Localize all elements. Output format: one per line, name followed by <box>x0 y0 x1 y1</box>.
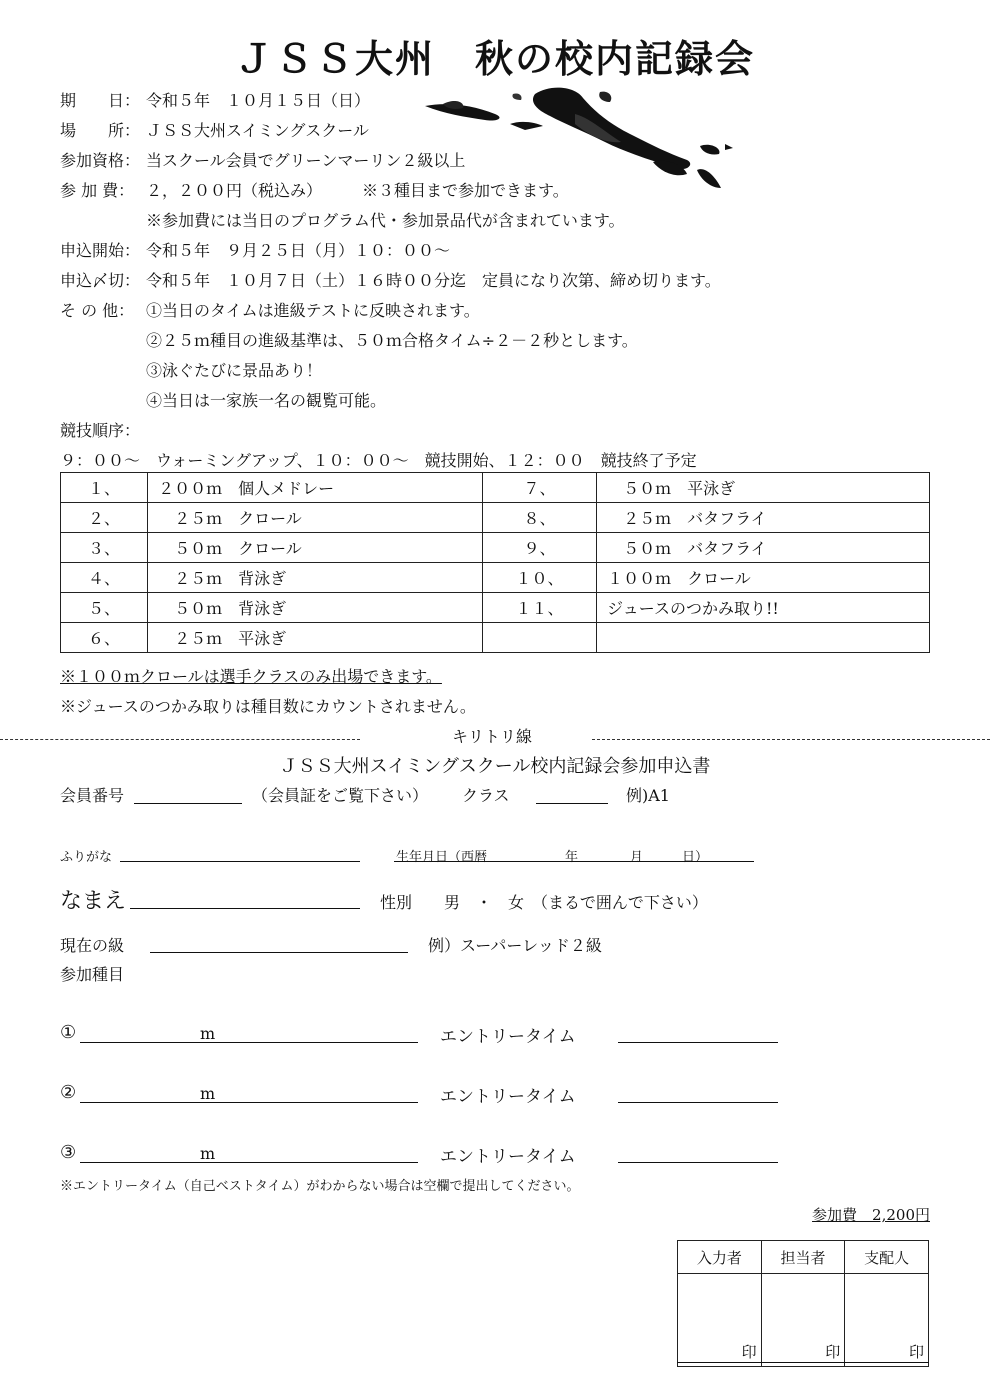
class-field[interactable] <box>536 803 608 804</box>
entry-number: ③ <box>60 1142 77 1163</box>
info-row <box>60 268 721 291</box>
cut-line <box>0 727 990 750</box>
event-cell: ５０ｍ バタフライ <box>597 533 930 563</box>
info-row <box>60 118 369 141</box>
info-value: ２，２００円（税込み） ※３種目まで参加できます。 <box>146 181 569 200</box>
table-row <box>61 563 930 593</box>
events-label: 参加種目 <box>60 965 125 984</box>
member-number-field[interactable] <box>134 803 242 804</box>
info-value: 当スクール会員でグリーンマーリン２級以上 <box>146 151 466 170</box>
event-cell: １１、 <box>482 593 596 623</box>
info-row <box>60 328 638 351</box>
event-cell: ８、 <box>482 503 596 533</box>
event-cell: ５０ｍ 背泳ぎ <box>148 593 483 623</box>
event-cell: ７、 <box>482 473 596 503</box>
event-cell: ２５ｍ クロール <box>148 503 483 533</box>
info-label: 場 所： <box>60 121 141 140</box>
stamp-cell-input[interactable]: 印 <box>678 1274 762 1367</box>
info-label: 参加資格： <box>60 151 141 170</box>
event-cell <box>482 623 596 653</box>
info-value: ④当日は一家族一名の観覧可能。 <box>146 391 387 410</box>
class-example: 例)A1 <box>626 786 670 805</box>
note-juice: ※ジュースのつかみ取りは種目数にカウントされません。 <box>60 697 476 716</box>
info-row <box>60 238 450 261</box>
table-row <box>61 533 930 563</box>
event-cell: ５０ｍ クロール <box>148 533 483 563</box>
event-cell: １、 <box>61 473 148 503</box>
info-label: 参 加 費： <box>60 181 135 200</box>
info-value: ②２５ｍ種目の進級基準は、５０ｍ合格タイム÷２－２秒とします。 <box>146 331 638 350</box>
stamp-header-manager: 支配人 <box>845 1241 929 1274</box>
schedule-text: ９：００～ ウォーミングアップ、１０：００～ 競技開始、１２：００ 競技終了予定 <box>60 451 697 470</box>
info-row <box>60 358 322 381</box>
birthday-field[interactable] <box>394 861 754 862</box>
stamp-cell-staff[interactable]: 印 <box>761 1274 845 1367</box>
info-row <box>60 418 146 441</box>
stamp-cell-manager[interactable]: 印 <box>845 1274 929 1367</box>
entry-event-field[interactable] <box>80 1102 418 1103</box>
info-row <box>60 88 370 111</box>
fee-amount: 参加費 2,200円 <box>812 1206 930 1224</box>
entry-event-field[interactable] <box>80 1042 418 1043</box>
info-label: 申込開始： <box>60 241 141 260</box>
stamp-header-input: 入力者 <box>678 1241 762 1274</box>
entry-time-field[interactable] <box>618 1102 778 1103</box>
info-value: ①当日のタイムは進級テストに反映されます。 <box>146 301 480 320</box>
entry-unit: m <box>200 1084 216 1103</box>
entry-time-label: エントリータイム <box>440 1147 576 1167</box>
name-field[interactable] <box>130 908 360 909</box>
table-row <box>61 593 930 623</box>
entry-unit: m <box>200 1144 216 1163</box>
class-label: クラス <box>462 786 510 805</box>
events-table <box>60 472 930 653</box>
info-row <box>60 148 465 171</box>
table-row <box>61 473 930 503</box>
cut-line-label: キリトリ線 <box>452 727 533 746</box>
event-cell: ９、 <box>482 533 596 563</box>
info-value: 令和５年 １０月１５日（日） <box>146 91 371 110</box>
info-row <box>60 208 625 231</box>
table-row <box>61 503 930 533</box>
member-number-label: 会員番号 <box>60 786 125 805</box>
member-card-note: （会員証をご覧下さい） <box>252 786 429 805</box>
info-value: ※参加費には当日のプログラム代・参加景品代が含まれています。 <box>146 211 625 230</box>
entry-time-label: エントリータイム <box>440 1087 576 1107</box>
table-row <box>61 623 930 653</box>
level-example: 例）スーパーレッド２級 <box>428 936 602 955</box>
event-cell: ２００ｍ 個人メドレー <box>148 473 483 503</box>
entry-time-field[interactable] <box>618 1042 778 1043</box>
furigana-field[interactable] <box>120 861 360 862</box>
name-label: なまえ <box>60 889 127 914</box>
stamp-header-staff: 担当者 <box>761 1241 845 1274</box>
event-cell: １００ｍ クロール <box>597 563 930 593</box>
info-value: 令和５年 １０月７日（土）１６時００分迄 定員になり次第、締め切ります。 <box>146 271 721 290</box>
form-title: ＪＳＳ大州スイミングスクール校内記録会参加申込書 <box>279 756 711 777</box>
event-cell: ４、 <box>61 563 148 593</box>
info-row <box>60 388 386 411</box>
event-cell: ６、 <box>61 623 148 653</box>
info-row <box>60 178 569 201</box>
event-cell: ２、 <box>61 503 148 533</box>
page-title: ＪＳＳ大州 秋の校内記録会 <box>234 37 755 81</box>
info-value: 令和５年 ９月２５日（月）１０：００～ <box>146 241 451 260</box>
current-level-field[interactable] <box>150 952 408 953</box>
entry-number: ② <box>60 1082 77 1103</box>
entry-unit: m <box>200 1024 216 1043</box>
entry-time-field[interactable] <box>618 1162 778 1163</box>
event-cell: ５、 <box>61 593 148 623</box>
event-cell <box>597 623 930 653</box>
stamp-table-underline <box>677 1362 929 1363</box>
info-value: ③泳ぐたびに景品あり！ <box>146 361 323 380</box>
info-label: そ の 他： <box>60 301 135 320</box>
event-cell: ２５ｍ 平泳ぎ <box>148 623 483 653</box>
entry-number: ① <box>60 1022 77 1043</box>
event-cell: ３、 <box>61 533 148 563</box>
event-cell: ２５ｍ 背泳ぎ <box>148 563 483 593</box>
event-cell: ２５ｍ バタフライ <box>597 503 930 533</box>
info-row <box>60 298 480 321</box>
furigana-label: ふりがな <box>60 850 113 865</box>
current-level-label: 現在の級 <box>60 936 125 955</box>
event-cell: ジュースのつかみ取り!! <box>597 593 930 623</box>
event-cell: ５０ｍ 平泳ぎ <box>597 473 930 503</box>
info-label: 競技順序： <box>60 421 141 440</box>
info-label: 期 日： <box>60 91 141 110</box>
info-value: ＪＳＳ大州スイミングスクール <box>146 121 369 140</box>
info-label: 申込〆切： <box>60 271 141 290</box>
entry-time-label: エントリータイム <box>440 1027 576 1047</box>
event-cell: １０、 <box>482 563 596 593</box>
gender-selection[interactable]: 性別 男 ・ 女 （まるで囲んで下さい） <box>380 893 708 912</box>
note-100m-crawl: ※１００ｍクロールは選手クラスのみ出場できます。 <box>60 667 442 686</box>
birthday-label: 生年月日（西暦 年 月 日） <box>396 850 709 865</box>
entry-time-note: ※エントリータイム（自己ベストタイム）がわからない場合は空欄で提出してください。 <box>60 1179 580 1194</box>
staff-stamp-table <box>677 1240 929 1367</box>
entry-event-field[interactable] <box>80 1162 418 1163</box>
